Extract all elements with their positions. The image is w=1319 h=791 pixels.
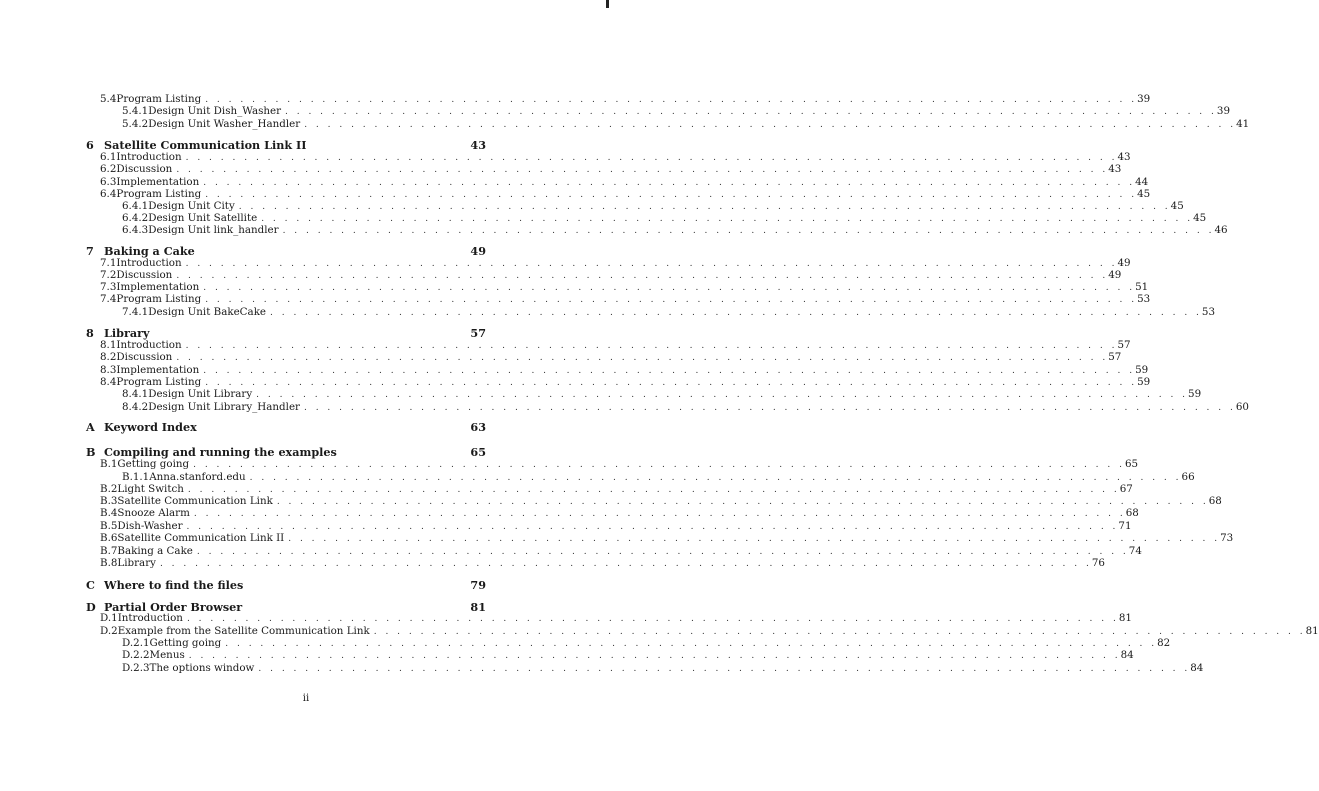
toc-entry-title: Design Unit link_handler [148, 224, 279, 236]
toc-entry-number: B.6 [100, 532, 118, 544]
dot-leader: . . . . . . . . . . . . . . . . . . . . . . . . . . . . . . . . . . . . . . . . . . . . . . . . . . . . . . . . . . . . . . . . . . . . . . . . . . . . . . . . [270, 308, 1202, 318]
toc-entry-page: 46 [1214, 224, 1228, 236]
toc-entry-number: 5.4 [100, 93, 117, 105]
dot-leader: . . . . . . . . . . . . . . . . . . . . . . . . . . . . . . . . . . . . . . . . . . . . . . . . . . . . . . . . . . . . . . . . . . . . . . . . . . . . . . . . [176, 165, 1109, 175]
toc-entry-section [100, 163, 1122, 177]
dot-leader: . . . . . . . . . . . . . . . . . . . . . . . . . . . . . . . . . . . . . . . . . . . . . . . . . . . . . . . . . . . . . . . . . . . . . . . . . . . . . . . . [187, 485, 1120, 495]
toc-entry-page: 49 [1117, 257, 1131, 269]
toc-entry-number: B.1 [100, 458, 118, 470]
toc-entry-page: 39 [1216, 105, 1230, 117]
toc-entry-number: 8.2 [100, 351, 117, 363]
toc-entry-title: Light Switch [117, 483, 184, 495]
toc-entry-title: Getting going [149, 637, 222, 649]
dot-leader: . . . . . . . . . . . . . . . . . . . . . . . . . . . . . . . . . . . . . . . . . . . . . . . . . . . . . . . . . . . . . . . . . . . . . . . . . . . . . . . . [303, 403, 1236, 413]
toc-entry-title: Implementation [116, 364, 200, 376]
toc-entry-number: 6.4 [100, 188, 117, 200]
toc-entry-number: 7.1 [100, 257, 117, 269]
toc-entry-chapter [86, 138, 486, 152]
dot-leader: . . . . . . . . . . . . . . . . . . . . . . . . . . . . . . . . . . . . . . . . . . . . . . . . . . . . . . . . . . . . . . . . . . . . . . . . . . . . . . . . [159, 559, 1092, 569]
toc-entry-title: Design Unit Library [148, 388, 253, 400]
toc-entry-page: 43 [1117, 151, 1131, 163]
toc-entry-page: 81 [470, 600, 486, 614]
toc-entry-page: 45 [1137, 188, 1151, 200]
toc-entry-page: 59 [1135, 364, 1149, 376]
toc-entry-title: Keyword Index [104, 420, 197, 434]
toc-entry-number: 6.1 [100, 151, 117, 163]
toc-entry-title: Discussion [116, 351, 173, 363]
toc-entry-number: 7 [86, 244, 94, 258]
toc-entry-number: 6.3 [100, 176, 117, 188]
toc-entry-number: D.2.3 [122, 662, 150, 674]
dot-leader: . . . . . . . . . . . . . . . . . . . . . . . . . . . . . . . . . . . . . . . . . . . . . . . . . . . . . . . . . . . . . . . . . . . . . . . . . . . . . . . . [188, 651, 1121, 661]
toc-entry-page: 51 [1135, 281, 1149, 293]
toc-entry-chapter [86, 244, 486, 258]
toc-entry-page: 76 [1091, 557, 1105, 569]
dot-leader: . . . . . . . . . . . . . . . . . . . . . . . . . . . . . . . . . . . . . . . . . . . . . . . . . . . . . . . . . . . . . . . . . . . . . . . . . . . . . . . . [373, 627, 1306, 637]
toc-entry-title: Satellite Communication Link [117, 495, 273, 507]
toc-entry-number: 8.4.1 [122, 388, 149, 400]
toc-entry-page: 43 [470, 138, 486, 152]
toc-entry-number: 7.4 [100, 293, 117, 305]
toc-entry-chapter [86, 445, 486, 459]
toc-entry-page: 39 [1137, 93, 1151, 105]
toc-entry-title: Design Unit Satellite [148, 212, 258, 224]
toc-entry-section [100, 557, 1105, 571]
dot-leader: . . . . . . . . . . . . . . . . . . . . . . . . . . . . . . . . . . . . . . . . . . . . . . . . . . . . . . . . . . . . . . . . . . . . . . . . . . . . . . . . [225, 639, 1158, 649]
toc-entry-title: Menus [149, 649, 185, 661]
toc-entry-title: Snooze Alarm [117, 507, 190, 519]
toc-entry-number: C [86, 578, 95, 592]
toc-entry-subsection [122, 401, 1249, 415]
dot-leader: . . . . . . . . . . . . . . . . . . . . . . . . . . . . . . . . . . . . . . . . . . . . . . . . . . . . . . . . . . . . . . . . . . . . . . . . . . . . . . . . [256, 390, 1189, 400]
dot-leader: . . . . . . . . . . . . . . . . . . . . . . . . . . . . . . . . . . . . . . . . . . . . . . . . . . . . . . . . . . . . . . . . . . . . . . . . . . . . . . . . [205, 295, 1138, 305]
toc-entry-title: Library [117, 557, 156, 569]
toc-entry-page: 82 [1157, 637, 1171, 649]
toc-entry-number: B.2 [100, 483, 118, 495]
toc-entry-page: 57 [470, 326, 486, 340]
toc-entry-section [100, 507, 1139, 521]
toc-entry-subsection [122, 649, 1134, 663]
toc-entry-title: Design Unit BakeCake [148, 306, 267, 318]
toc-entry-page: 63 [470, 420, 486, 434]
dot-leader: . . . . . . . . . . . . . . . . . . . . . . . . . . . . . . . . . . . . . . . . . . . . . . . . . . . . . . . . . . . . . . . . . . . . . . . . . . . . . . . . [276, 497, 1209, 507]
dot-leader: . . . . . . . . . . . . . . . . . . . . . . . . . . . . . . . . . . . . . . . . . . . . . . . . . . . . . . . . . . . . . . . . . . . . . . . . . . . . . . . . [285, 107, 1217, 117]
dot-leader: . . . . . . . . . . . . . . . . . . . . . . . . . . . . . . . . . . . . . . . . . . . . . . . . . . . . . . . . . . . . . . . . . . . . . . . . . . . . . . . . [203, 366, 1136, 376]
dot-leader: . . . . . . . . . . . . . . . . . . . . . . . . . . . . . . . . . . . . . . . . . . . . . . . . . . . . . . . . . . . . . . . . . . . . . . . . . . . . . . . . [203, 283, 1136, 293]
toc-entry-title: Introduction [116, 339, 182, 351]
toc-entry-number: B.1.1 [122, 471, 150, 483]
toc-entry-section [100, 293, 1151, 307]
toc-entry-number: 5.4.1 [122, 105, 149, 117]
toc-entry-number: B.8 [100, 557, 118, 569]
page-number: ii [302, 693, 310, 704]
toc-entry-page: 74 [1128, 545, 1142, 557]
toc-entry-chapter [86, 578, 486, 592]
toc-entry-title: Example from the Satellite Communication Link [117, 625, 370, 637]
toc-entry-page: 65 [1124, 458, 1139, 470]
toc-entry-title: Introduction [116, 151, 182, 163]
toc-entry-subsection [122, 105, 1230, 119]
toc-entry-page: 59 [1188, 388, 1202, 400]
toc-entry-chapter [86, 420, 486, 434]
dot-leader: . . . . . . . . . . . . . . . . . . . . . . . . . . . . . . . . . . . . . . . . . . . . . . . . . . . . . . . . . . . . . . . . . . . . . . . . . . . . . . . . [205, 95, 1138, 105]
toc-entry-page: 67 [1119, 483, 1133, 495]
toc-entry-title: Design Unit Washer_Handler [148, 118, 301, 130]
toc-entry-title: Where to find the files [104, 578, 244, 592]
dot-leader: . . . . . . . . . . . . . . . . . . . . . . . . . . . . . . . . . . . . . . . . . . . . . . . . . . . . . . . . . . . . . . . . . . . . . . . . . . . . . . . . [288, 534, 1221, 544]
toc-entry-page: 60 [1235, 401, 1249, 413]
dot-leader: . . . . . . . . . . . . . . . . . . . . . . . . . . . . . . . . . . . . . . . . . . . . . . . . . . . . . . . . . . . . . . . . . . . . . . . . . . . . . . . . [282, 226, 1215, 236]
toc-entry-number: 7.2 [100, 269, 117, 281]
toc-entry-number: D.1 [100, 612, 118, 624]
toc-entry-page: 68 [1208, 495, 1222, 507]
toc-entry-title: Program Listing [116, 376, 202, 388]
dot-leader: . . . . . . . . . . . . . . . . . . . . . . . . . . . . . . . . . . . . . . . . . . . . . . . . . . . . . . . . . . . . . . . . . . . . . . . . . . . . . . . . [176, 271, 1109, 281]
toc-entry-title: Partial Order Browser [104, 600, 243, 614]
toc-entry-number: D.2.2 [122, 649, 150, 661]
toc-entry-title: Discussion [116, 269, 173, 281]
toc-entry-number: 6.4.2 [122, 212, 149, 224]
toc-entry-number: B [86, 445, 96, 459]
toc-entry-title: Program Listing [116, 188, 202, 200]
toc-entry-subsection [122, 388, 1202, 402]
toc-entry-title: Discussion [116, 163, 173, 175]
toc-entry-title: Design Unit City [148, 200, 235, 212]
toc-entry-title: Design Unit Dish_Washer [148, 105, 282, 117]
toc-entry-subsection [122, 118, 1250, 132]
toc-entry-number: 5.4.2 [122, 118, 149, 130]
toc-entry-page: 43 [1108, 163, 1122, 175]
toc-entry-number: A [86, 420, 95, 434]
toc-entry-number: D.2 [100, 625, 118, 637]
toc-entry-page: 68 [1125, 507, 1139, 519]
toc-entry-number: D.2.1 [122, 637, 150, 649]
dot-leader: . . . . . . . . . . . . . . . . . . . . . . . . . . . . . . . . . . . . . . . . . . . . . . . . . . . . . . . . . . . . . . . . . . . . . . . . . . . . . . . . [258, 664, 1191, 674]
toc-entry-number: 8.4 [100, 376, 117, 388]
dot-leader: . . . . . . . . . . . . . . . . . . . . . . . . . . . . . . . . . . . . . . . . . . . . . . . . . . . . . . . . . . . . . . . . . . . . . . . . . . . . . . . . [205, 378, 1138, 388]
toc-entry-section [100, 351, 1122, 365]
dot-leader: . . . . . . . . . . . . . . . . . . . . . . . . . . . . . . . . . . . . . . . . . . . . . . . . . . . . . . . . . . . . . . . . . . . . . . . . . . . . . . . . [196, 547, 1129, 557]
toc-entry-number: 8 [86, 326, 94, 340]
dot-leader: . . . . . . . . . . . . . . . . . . . . . . . . . . . . . . . . . . . . . . . . . . . . . . . . . . . . . . . . . . . . . . . . . . . . . . . . . . . . . . . . [261, 214, 1194, 224]
toc-entry-number: 8.3 [100, 364, 117, 376]
toc-entry-number: B.4 [100, 507, 118, 519]
toc-entry-page: 65 [470, 445, 486, 459]
toc-entry-number: D [86, 600, 96, 614]
toc-entry-title: Baking a Cake [104, 244, 195, 258]
toc-entry-number: 7.3 [100, 281, 117, 293]
toc-entry-section [100, 458, 1139, 472]
toc-entry-page: 73 [1220, 532, 1234, 544]
dot-leader: . . . . . . . . . . . . . . . . . . . . . . . . . . . . . . . . . . . . . . . . . . . . . . . . . . . . . . . . . . . . . . . . . . . . . . . . . . . . . . . . [249, 473, 1182, 483]
toc-entry-number: 8.4.2 [122, 401, 149, 413]
dot-leader: . . . . . . . . . . . . . . . . . . . . . . . . . . . . . . . . . . . . . . . . . . . . . . . . . . . . . . . . . . . . . . . . . . . . . . . . . . . . . . . . [185, 153, 1118, 163]
dot-leader: . . . . . . . . . . . . . . . . . . . . . . . . . . . . . . . . . . . . . . . . . . . . . . . . . . . . . . . . . . . . . . . . . . . . . . . . . . . . . . . . [203, 178, 1136, 188]
toc-entry-number: 6.4.3 [122, 224, 149, 236]
toc-entry-page: 81 [1305, 625, 1319, 637]
toc-entry-page: 59 [1137, 376, 1151, 388]
toc-entry-section [100, 612, 1132, 626]
toc-entry-page: 57 [1108, 351, 1122, 363]
toc-entry-page: 44 [1135, 176, 1149, 188]
toc-entry-title: The options window [149, 662, 255, 674]
dot-leader: . . . . . . . . . . . . . . . . . . . . . . . . . . . . . . . . . . . . . . . . . . . . . . . . . . . . . . . . . . . . . . . . . . . . . . . . . . . . . . . . [193, 460, 1125, 470]
toc-entry-number: B.7 [100, 545, 118, 557]
dot-leader: . . . . . . . . . . . . . . . . . . . . . . . . . . . . . . . . . . . . . . . . . . . . . . . . . . . . . . . . . . . . . . . . . . . . . . . . . . . . . . . . [304, 120, 1237, 130]
toc-entry-page: 84 [1190, 662, 1204, 674]
toc-entry-number: B.5 [100, 520, 118, 532]
toc-entry-page: 57 [1117, 339, 1131, 351]
toc-entry-number: 7.4.1 [122, 306, 149, 318]
scan-edge-mark [606, 0, 609, 8]
toc-entry-page: 66 [1181, 471, 1195, 483]
toc-entry-title: Baking a Cake [117, 545, 193, 557]
dot-leader: . . . . . . . . . . . . . . . . . . . . . . . . . . . . . . . . . . . . . . . . . . . . . . . . . . . . . . . . . . . . . . . . . . . . . . . . . . . . . . . . [185, 259, 1118, 269]
toc-entry-number: B.3 [100, 495, 118, 507]
toc-entry-subsection [122, 662, 1204, 676]
toc-entry-title: Introduction [116, 257, 182, 269]
toc-entry-title: Library [104, 326, 150, 340]
dot-leader: . . . . . . . . . . . . . . . . . . . . . . . . . . . . . . . . . . . . . . . . . . . . . . . . . . . . . . . . . . . . . . . . . . . . . . . . . . . . . . . . [186, 522, 1119, 532]
toc-entry-title: Program Listing [116, 293, 202, 305]
toc-entry-page: 53 [1137, 293, 1151, 305]
toc-entry-number: 6.2 [100, 163, 117, 175]
toc-entry-title: Introduction [117, 612, 183, 624]
toc-entry-page: 45 [1170, 200, 1184, 212]
toc-entry-title: Dish-Washer [117, 520, 183, 532]
toc-entry-number: 6 [86, 138, 94, 152]
dot-leader: . . . . . . . . . . . . . . . . . . . . . . . . . . . . . . . . . . . . . . . . . . . . . . . . . . . . . . . . . . . . . . . . . . . . . . . . . . . . . . . . [186, 614, 1119, 624]
toc-entry-number: 8.1 [100, 339, 117, 351]
toc-entry-page: 41 [1236, 118, 1250, 130]
toc-entry-page: 79 [470, 578, 486, 592]
toc-entry-page: 84 [1120, 649, 1134, 661]
toc-entry-subsection [122, 306, 1216, 320]
toc-entry-page: 53 [1201, 306, 1216, 318]
toc-entry-page: 45 [1193, 212, 1207, 224]
toc-entry-page: 81 [1118, 612, 1132, 624]
toc-entry-title: Getting going [117, 458, 190, 470]
toc-entry-page: 71 [1118, 520, 1132, 532]
toc-entry-title: Design Unit Library_Handler [148, 401, 300, 413]
toc-entry-section [100, 532, 1234, 546]
toc-entry-title: Implementation [116, 281, 200, 293]
toc-entry-title: Compiling and running the examples [104, 445, 337, 459]
toc-entry-number: 6.4.1 [122, 200, 149, 212]
toc-entry-subsection [122, 224, 1228, 238]
dot-leader: . . . . . . . . . . . . . . . . . . . . . . . . . . . . . . . . . . . . . . . . . . . . . . . . . . . . . . . . . . . . . . . . . . . . . . . . . . . . . . . . [238, 202, 1171, 212]
toc-entry-title: Implementation [116, 176, 200, 188]
toc-entry-page: 49 [470, 244, 486, 258]
toc-entry-title: Satellite Communication Link II [104, 138, 307, 152]
dot-leader: . . . . . . . . . . . . . . . . . . . . . . . . . . . . . . . . . . . . . . . . . . . . . . . . . . . . . . . . . . . . . . . . . . . . . . . . . . . . . . . . [176, 353, 1109, 363]
toc-entry-page: 49 [1108, 269, 1122, 281]
toc-entry-title: Anna.stanford.edu [149, 471, 246, 483]
toc-entry-title: Program Listing [116, 93, 202, 105]
dot-leader: . . . . . . . . . . . . . . . . . . . . . . . . . . . . . . . . . . . . . . . . . . . . . . . . . . . . . . . . . . . . . . . . . . . . . . . . . . . . . . . . [193, 509, 1126, 519]
toc-entry-chapter [86, 326, 486, 340]
toc-entry-title: Satellite Communication Link II [117, 532, 285, 544]
dot-leader: . . . . . . . . . . . . . . . . . . . . . . . . . . . . . . . . . . . . . . . . . . . . . . . . . . . . . . . . . . . . . . . . . . . . . . . . . . . . . . . . [185, 341, 1118, 351]
dot-leader: . . . . . . . . . . . . . . . . . . . . . . . . . . . . . . . . . . . . . . . . . . . . . . . . . . . . . . . . . . . . . . . . . . . . . . . . . . . . . . . . [205, 190, 1138, 200]
